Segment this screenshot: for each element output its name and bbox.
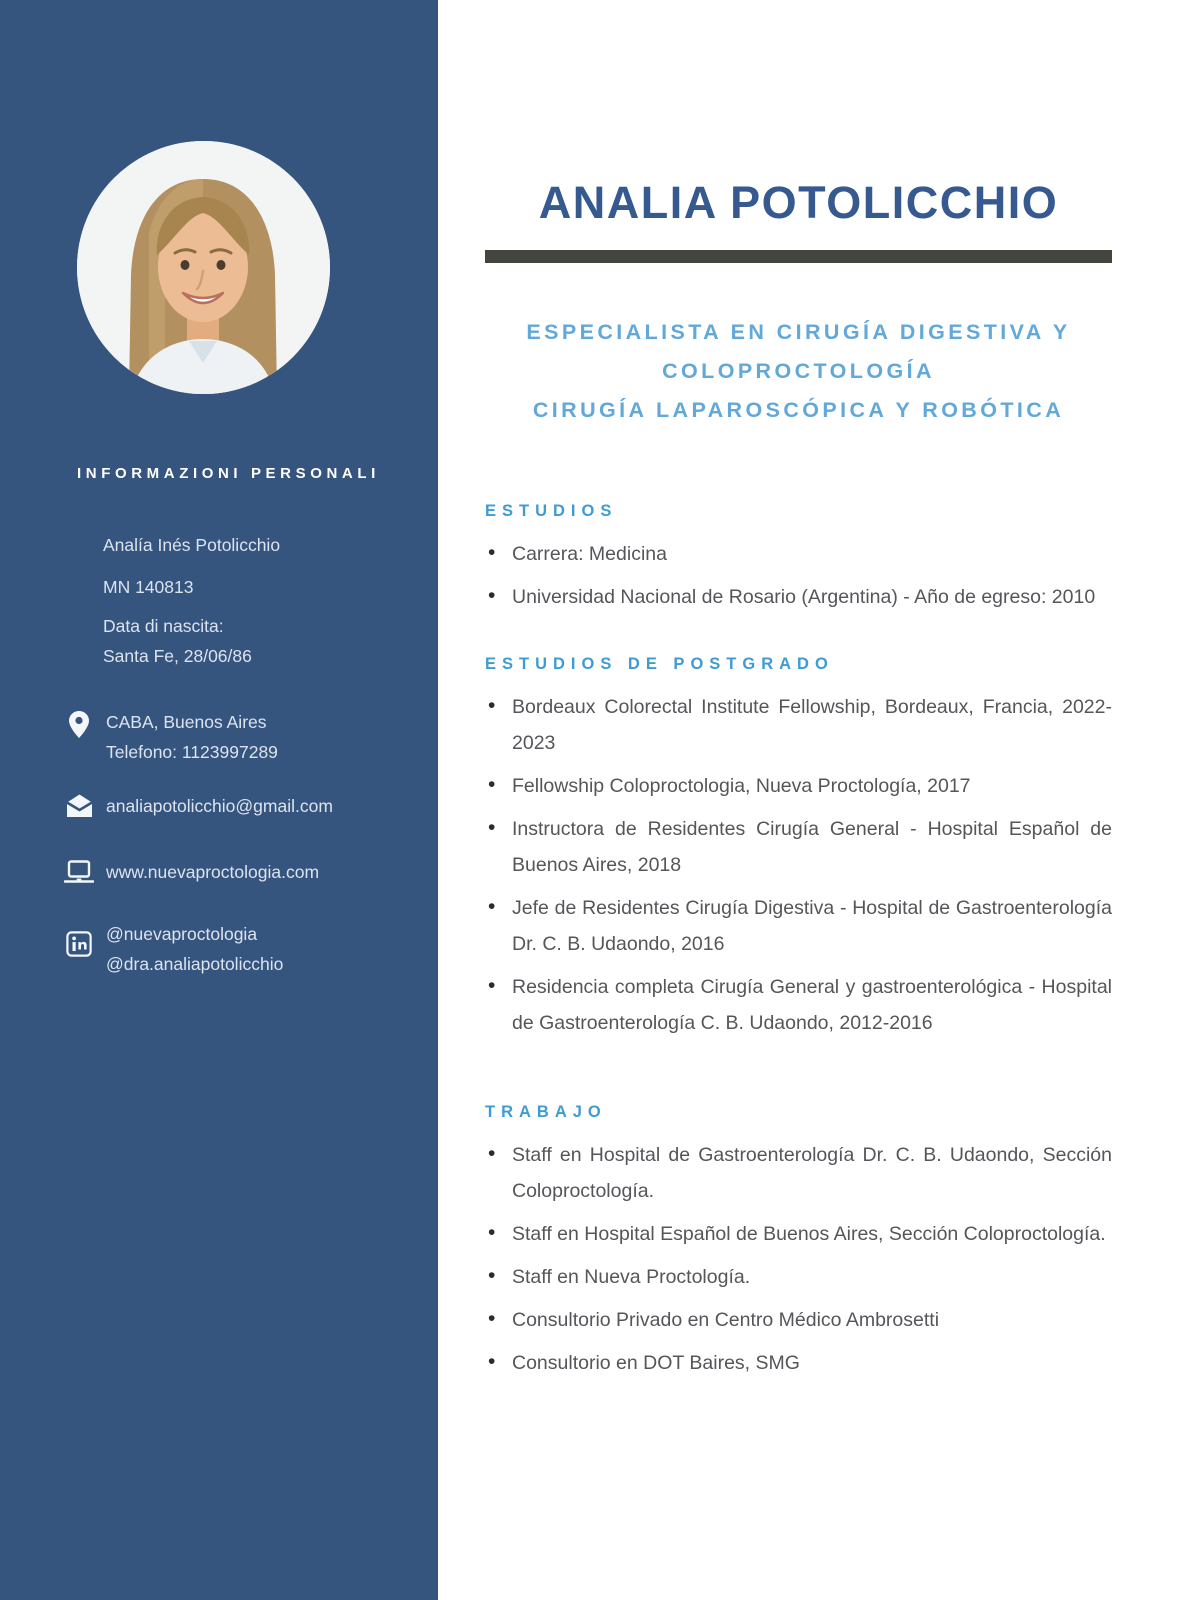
social-line2: @dra.analiapotolicchio xyxy=(106,954,284,974)
list-item: • Staff en Nueva Proctología. xyxy=(485,1259,1112,1295)
birth-label: Data di nascita: xyxy=(103,616,224,636)
list-item: • Residencia completa Cirugía General y gastroenterológica - Hospital de Gastroenterología C. B. Udaondo, 2012-2016 xyxy=(485,969,1112,1041)
list-item: • Consultorio en DOT Baires, SMG xyxy=(485,1345,1112,1381)
list-item: • Consultorio Privado en Centro Médico Ambrosetti xyxy=(485,1302,1112,1338)
list-item: • Fellowship Coloproctologia, Nueva Proctología, 2017 xyxy=(485,768,1112,804)
social-line1: @nuevaproctologia xyxy=(106,924,258,944)
trabajo-list xyxy=(485,1137,1112,1381)
phone-line: Telefono: 1123997289 xyxy=(106,742,278,762)
social-text xyxy=(106,919,283,979)
linkedin-icon xyxy=(64,919,94,979)
location-line1: CABA, Buenos Aires xyxy=(106,712,267,732)
location-text xyxy=(106,707,278,767)
personal-mn: MN 140813 xyxy=(103,577,194,597)
list-item: • Bordeaux Colorectal Institute Fellowship, Bordeaux, Francia, 2022-2023 xyxy=(485,689,1112,761)
section-title-estudios: ESTUDIOS xyxy=(485,502,618,520)
location-icon xyxy=(64,707,94,767)
location-row xyxy=(64,707,278,767)
list-item: • Carrera: Medicina xyxy=(485,536,1112,572)
main-content xyxy=(438,0,1188,1600)
page-title: ANALIA POTOLICCHIO xyxy=(538,177,1059,228)
section-title-postgrado: ESTUDIOS DE POSTGRADO xyxy=(485,655,834,673)
profile-photo xyxy=(77,141,330,394)
postgrado-list xyxy=(485,689,1112,1041)
subtitle-line3: CIRUGÍA LAPAROSCÓPICA Y ROBÓTICA xyxy=(532,398,1065,422)
sidebar xyxy=(0,0,438,1600)
specialty-subtitle xyxy=(485,313,1112,430)
website-row xyxy=(64,857,319,887)
personal-birth xyxy=(103,611,252,671)
list-item: • Jefe de Residentes Cirugía Digestiva - Hospital de Gastroenterología Dr. C. B. Udaondo, 2016 xyxy=(485,890,1112,962)
website-text: www.nuevaproctologia.com xyxy=(106,862,320,882)
birth-value: Santa Fe, 28/06/86 xyxy=(103,646,252,666)
list-item: • Universidad Nacional de Rosario (Argentina) - Año de egreso: 2010 xyxy=(485,579,1112,615)
email-row xyxy=(64,791,333,821)
portrait-illustration xyxy=(77,141,330,394)
email-text: analiapotolicchio@gmail.com xyxy=(106,796,333,816)
social-row xyxy=(64,919,283,979)
estudios-list xyxy=(485,536,1112,615)
sidebar-section-title: INFORMAZIONI PERSONALI xyxy=(77,465,380,482)
list-item: • Staff en Hospital de Gastroenterología Dr. C. B. Udaondo, Sección Coloproctología. xyxy=(485,1137,1112,1209)
list-item: • Staff en Hospital Español de Buenos Aires, Sección Coloproctología. xyxy=(485,1216,1112,1252)
title-divider xyxy=(485,250,1112,263)
list-item: • Instructora de Residentes Cirugía General - Hospital Español de Buenos Aires, 2018 xyxy=(485,811,1112,883)
subtitle-line1: ESPECIALISTA EN CIRUGÍA DIGESTIVA Y xyxy=(526,320,1071,344)
personal-name: Analía Inés Potolicchio xyxy=(103,535,281,555)
subtitle-line2: COLOPROCTOLOGÍA xyxy=(662,359,935,383)
laptop-icon xyxy=(64,860,94,885)
mail-icon xyxy=(64,794,94,818)
section-title-trabajo: TRABAJO xyxy=(485,1103,607,1121)
